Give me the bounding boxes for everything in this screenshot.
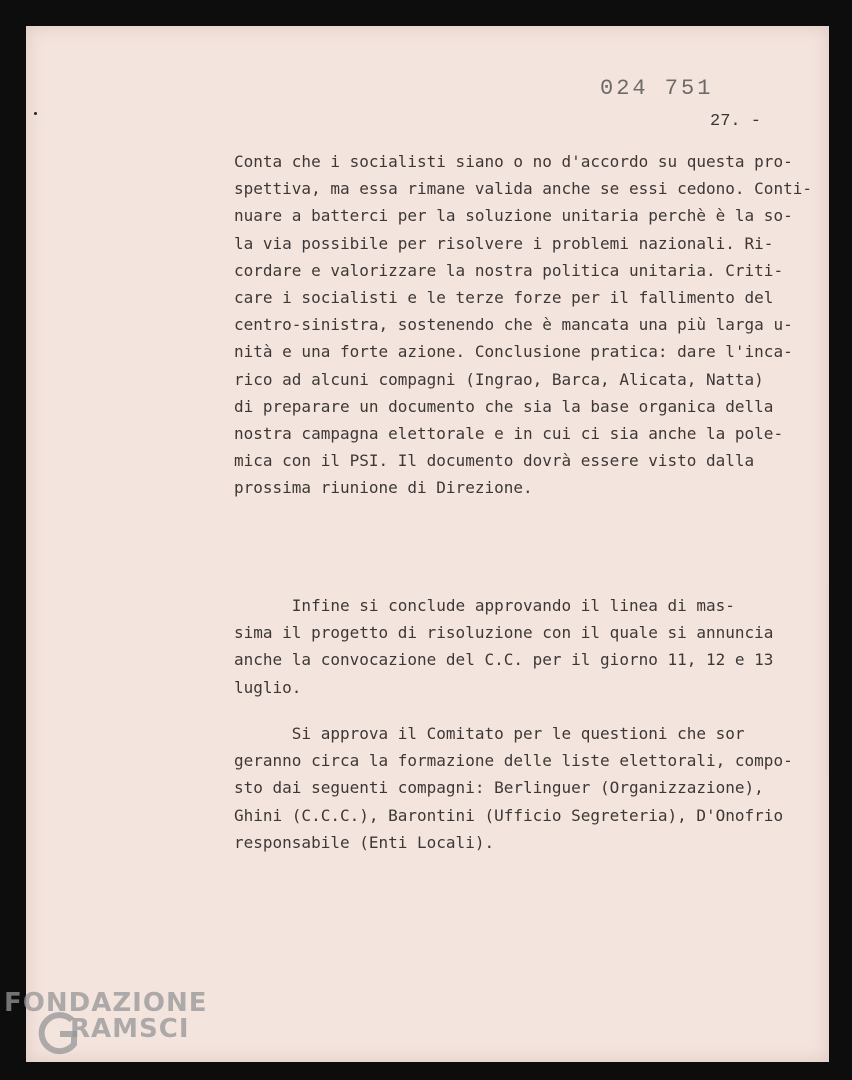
logo-line-2: RAMSCI [70,1014,190,1044]
archive-number-stamp: 024 751 [600,76,714,101]
fondazione-gramsci-watermark-logo [4,988,214,1068]
paragraph-2: Infine si conclude approvando il linea di mas- sima il progetto di risoluzione con il quale si annuncia anche la convocazione del C.C. per il giorno 11, 12 e 13 luglio. [234,596,774,697]
ink-dot-mark [34,112,37,115]
paragraph-1: Conta che i socialisti siano o no d'accordo su questa pro- spettiva, ma essa rimane valida anche se essi cedono. Conti- nuare a batterci per la soluzione unitaria perchè è la so- la via possibile per risolvere i problemi nazionali. Ri- cordare e valorizzare la nostra politica unitaria. Criti- care i socialisti e le terze forze per il fallimento del centro-sinistra, sostenendo che è mancata una più larga u- nità e una forte azione. Conclusione pratica: dare l'inca- rico ad alcuni compagni (Ingrao, Barca, Alicata, Natta) di preparare un documento che sia la base organica della nostra campagna elettorale e in cui ci sia anche la pole- mica con il PSI. Il documento dovrà essere visto dalla prossima riunione di Direzione. [234,152,812,498]
page-number: 27. - [710,112,762,131]
paragraph-3: Si approva il Comitato per le questioni che sor geranno circa la formazione delle liste elettorali, compo- sto dai seguenti compagni: Berlinguer (Organizzazione), Ghini (C.C.C.), Barontini (Ufficio Segreteria), D'Onofrio responsabile (Enti Locali). [234,724,793,852]
document-page [26,26,829,1062]
page-edge-fold [826,586,829,776]
logo-line-1: FONDAZIONE [4,988,208,1018]
